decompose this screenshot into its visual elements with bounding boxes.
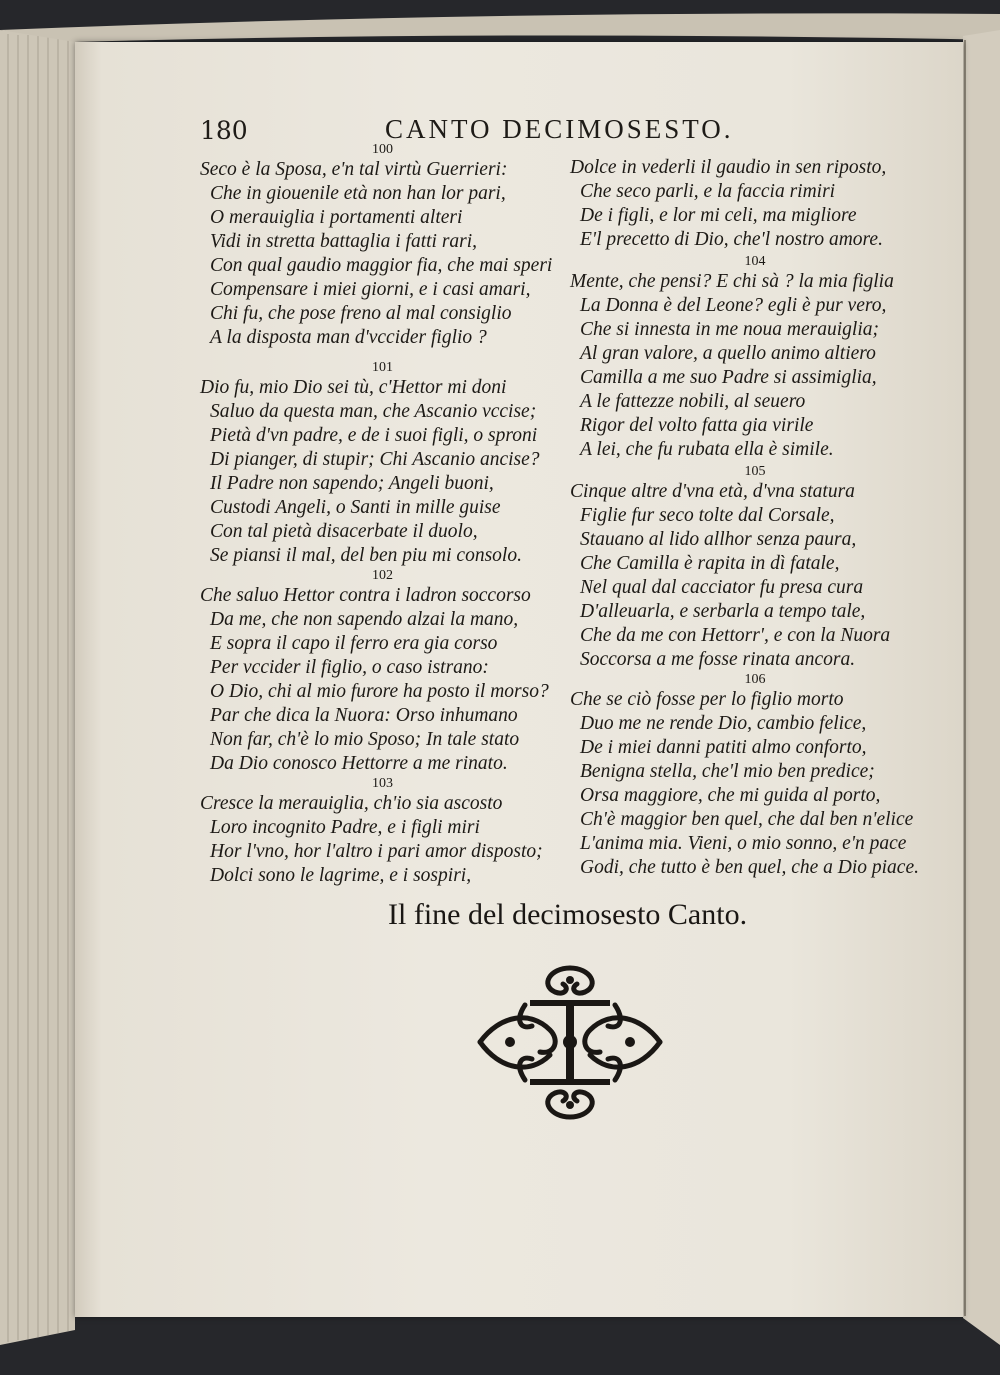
verse-line: Loro incognito Padre, e i figli miri	[210, 817, 480, 838]
verse-line: De i miei danni patiti almo conforto,	[580, 737, 867, 758]
verse-line: Godi, che tutto è ben quel, che a Dio piace.	[580, 857, 919, 878]
verse-line: Chi fu, che pose freno al mal consiglio	[210, 303, 512, 324]
verse-line: Da me, che non sapendo alzai la mano,	[210, 609, 519, 630]
verse-line: Dio fu, mio Dio sei tù, c'Hettor mi doni	[200, 377, 507, 398]
verse-line: A le fattezze nobili, al seuero	[580, 391, 806, 412]
verse-line: Mente, che pensi? E chi sà ? la mia figlia	[570, 271, 894, 292]
verse-line: Rigor del volto fatta gia virile	[580, 415, 814, 436]
running-title: CANTO DECIMOSESTO.	[385, 114, 734, 144]
verse-line: Dolci sono le lagrime, e i sospiri,	[210, 865, 472, 886]
verse-line: Custodi Angeli, o Santi in mille guise	[210, 497, 501, 518]
verse-line: D'alleuarla, e serbarla a tempo tale,	[580, 601, 866, 622]
verse-line: Di pianger, di stupir; Chi Ascanio ancise?	[210, 449, 540, 470]
verse-line: Duo me ne rende Dio, cambio felice,	[580, 713, 867, 734]
verse-line: Orsa maggiore, che mi guida al porto,	[580, 785, 881, 806]
verse-line: Che se ciò fosse per lo figlio morto	[570, 689, 844, 710]
verse-line: Camilla a me suo Padre si assimiglia,	[580, 367, 877, 388]
verse-line: Saluo da questa man, che Ascanio vccise;	[210, 401, 537, 422]
verse-line: Par che dica la Nuora: Orso inhumano	[210, 705, 518, 726]
verse-line: Non far, ch'è lo mio Sposo; In tale stato	[210, 729, 520, 750]
stanza-number: 101	[372, 360, 393, 375]
verse-line: E'l precetto di Dio, che'l nostro amore.	[580, 229, 883, 250]
verse-line: Vidi in stretta battaglia i fatti rari,	[210, 231, 478, 252]
verse-line: Hor l'vno, hor l'altro i pari amor disposto;	[210, 841, 543, 862]
verse-line: Nel qual dal cacciator fu presa cura	[580, 577, 864, 598]
verse-line: Pietà d'vn padre, e de i suoi figli, o sproni	[210, 425, 538, 446]
verse-line: O Dio, chi al mio furore ha posto il morso?	[210, 681, 549, 702]
verse-line: Per vccider il figlio, o caso istrano:	[210, 657, 489, 678]
stanza-number: 104	[744, 254, 766, 269]
end-of-canto-title: Il fine del decimosesto Canto.	[388, 898, 748, 931]
verse-line: Che si innesta in me noua merauiglia;	[580, 319, 879, 340]
verse-line: Compensare i miei giorni, e i casi amari,	[210, 279, 531, 300]
stanza-number: 100	[372, 142, 393, 157]
stanza-number: 105	[744, 464, 766, 479]
verse-line: Dolce in vederli il gaudio in sen riposto,	[570, 157, 887, 178]
verse-line: E sopra il capo il ferro era gia corso	[210, 633, 498, 654]
verse-line: L'anima mia. Vieni, o mio sonno, e'n pace	[580, 833, 907, 854]
verse-line: Che seco parli, e la faccia rimiri	[580, 181, 836, 202]
verse-line: Cinque altre d'vna età, d'vna statura	[570, 481, 855, 502]
verse-line: Che in giouenile età non han lor pari,	[210, 183, 506, 204]
verse-line: O merauiglia i portamenti alteri	[210, 207, 463, 228]
verse-line: Ch'è maggior ben quel, che dal ben n'elice	[580, 809, 914, 830]
verse-line: Soccorsa a me fosse rinata ancora.	[580, 649, 856, 670]
verse-line: La Donna è del Leone? egli è pur vero,	[580, 295, 887, 316]
verse-line: Il Padre non sapendo; Angeli buoni,	[210, 473, 494, 494]
verse-line: Al gran valore, a quello animo altiero	[580, 343, 876, 364]
stanza-number: 103	[372, 776, 393, 791]
verse-line: Stauano al lido allhor senza paura,	[580, 529, 857, 550]
stanza-number: 106	[744, 672, 766, 687]
verse-line: Figlie fur seco tolte dal Corsale,	[580, 505, 835, 526]
verse-line: Benigna stella, che'l mio ben predice;	[580, 761, 875, 782]
verse-line: Seco è la Sposa, e'n tal virtù Guerrieri:	[200, 159, 508, 180]
stanza-number: 102	[372, 568, 393, 583]
verse-line: Che saluo Hettor contra i ladron soccorso	[200, 585, 531, 606]
verse-line: Da Dio conosco Hettorre a me rinato.	[210, 753, 508, 774]
fleuron-ornament-icon	[470, 960, 670, 1125]
verse-line: Che Camilla è rapita in dì fatale,	[580, 553, 840, 574]
verse-line: Cresce la merauiglia, ch'io sia ascosto	[200, 793, 503, 814]
verse-line: Con tal pietà disacerbate il duolo,	[210, 521, 478, 542]
verse-line: A lei, che fu rubata ella è simile.	[580, 439, 834, 460]
verse-line: A la disposta man d'vccider figlio ?	[210, 327, 487, 348]
verse-line: Con qual gaudio maggior fia, che mai speri	[210, 255, 553, 276]
page-number: 180	[200, 116, 248, 145]
verse-line: Che da me con Hettorr', e con la Nuora	[580, 625, 891, 646]
verse-line: De i figli, e lor mi celi, ma migliore	[580, 205, 857, 226]
verse-line: Se piansi il mal, del ben piu mi consolo.	[210, 545, 522, 566]
